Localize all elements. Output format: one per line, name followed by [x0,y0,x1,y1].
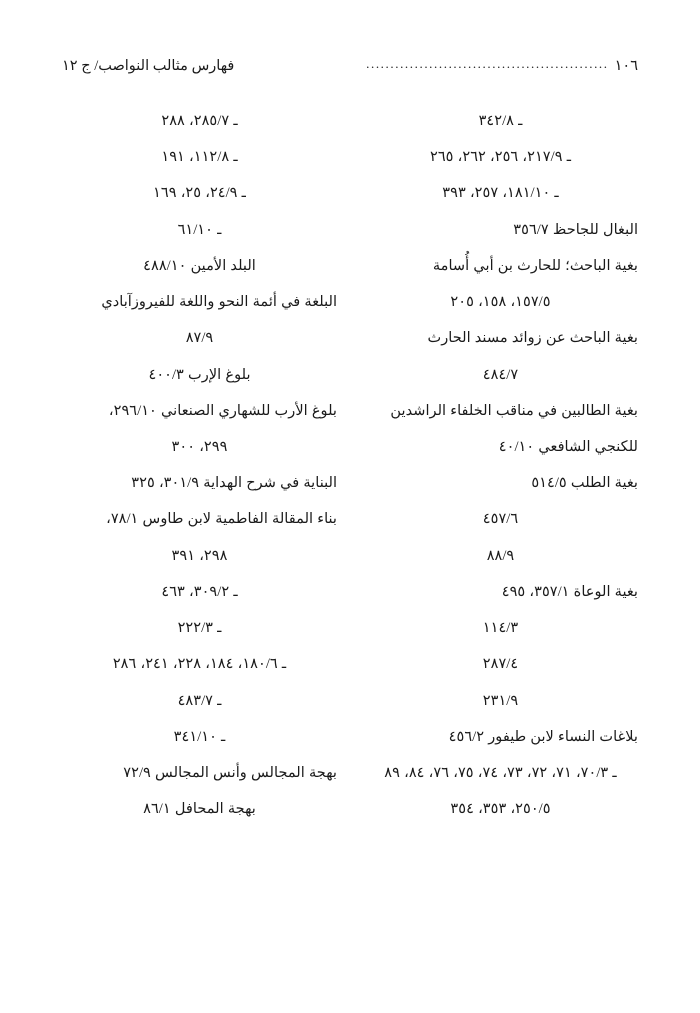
index-entry: ـ ٢٢٢/٣ [177,620,222,637]
index-entry: ٢٩٩، ٣٠٠ [171,438,228,455]
index-entry: بغية الوعاة ٣٥٧/١، ٤٩٥ [501,583,638,600]
index-entry: ٤٨٤/٧ [482,366,519,383]
index-entry: بلوغ الأرب للشهاري الصنعاني ٢٩٦/١٠، [108,402,337,419]
index-entry: ـ ٣٠٩/٢، ٤٦٣ [161,583,238,600]
index-entry: ٢٨٧/٤ [482,656,519,673]
header-title: فهارس مثالب النواصب/ ج ١٢ [62,58,235,74]
index-entry: البلد الأمين ٤٨٨/١٠ [143,257,256,274]
index-entry: بهجة المجالس وأنس المجالس ٧٢/٩ [123,764,337,781]
index-columns [62,111,638,835]
page-header [62,48,638,81]
index-entry: بهجة المحافل ٨٦/١ [143,801,256,818]
header-page-number: ١٠٦ [614,58,638,74]
index-entry: ـ ٧٠/٣، ٧١، ٧٢، ٧٣، ٧٤، ٧٥، ٧٦، ٨٤، ٨٩ [384,764,617,781]
index-entry: ٢٩٨، ٣٩١ [171,547,228,564]
index-entry: ـ ٣٤١/١٠ [173,728,226,745]
index-entry: ٢٣١/٩ [482,692,519,709]
index-entry: بغية الطالبين في مناقب الخلفاء الراشدين [390,402,638,419]
index-entry: ـ ٢١٧/٩، ٢٥٦، ٢٦٢، ٢٦٥ [430,149,571,166]
index-entry: ٤٥٧/٦ [482,511,519,528]
index-entry: ـ ١١٢/٨، ١٩١ [161,149,238,166]
index-entry: ـ ١٨٠/٦، ١٨٤، ٢٢٨، ٢٤١، ٢٨٦ [112,656,287,673]
index-entry: بغية الطلب ٥١٤/٥ [531,475,638,492]
index-entry: ٢٥٠/٥، ٣٥٣، ٣٥٤ [450,801,551,818]
index-entry: ١١٤/٣ [482,620,519,637]
index-entry: ـ ٦١/١٠ [177,221,222,238]
index-entry: ٨٨/٩ [486,547,515,564]
index-entry: ـ ٣٤٢/٨ [478,113,523,129]
index-entry: ـ ٤٨٣/٧ [177,692,222,709]
index-entry: ٨٧/٩ [185,330,214,347]
index-entry: للكنجي الشافعي ٤٠/١٠ [498,438,638,455]
index-entry: بناء المقالة الفاطمية لابن طاوس ٧٨/١، [106,511,337,528]
index-column-left [62,111,337,835]
index-entry: البغال للجاحظ ٣٥٦/٧ [513,221,638,238]
index-entry: ـ ١٨١/١٠، ٢٥٧، ٣٩٣ [442,185,559,202]
index-entry: بغية الباحث عن زوائد مسند الحارث [427,330,638,347]
index-entry: ـ ٢٤/٩، ٢٥، ١٦٩ [153,185,246,202]
index-entry: ـ ٢٨٥/٧، ٢٨٨ [161,113,238,129]
index-entry: بلوغ الإرب ٤٠٠/٣ [148,366,251,383]
index-entry: بغية الباحث؛ للحارث بن أبي أُسامة [432,257,638,274]
index-entry: البناية في شرح الهداية ٣٠١/٩، ٣٢٥ [131,475,337,492]
index-entry: البلغة في أئمة النحو واللغة للفيروزآبادي [101,294,337,311]
index-entry: ١٥٧/٥، ١٥٨، ٢٠٥ [450,294,551,311]
index-entry: بلاغات النساء لابن طيفور ٤٥٦/٢ [448,728,638,745]
header-dot-leader: .................................................. [366,56,609,71]
index-column-right [363,111,638,835]
